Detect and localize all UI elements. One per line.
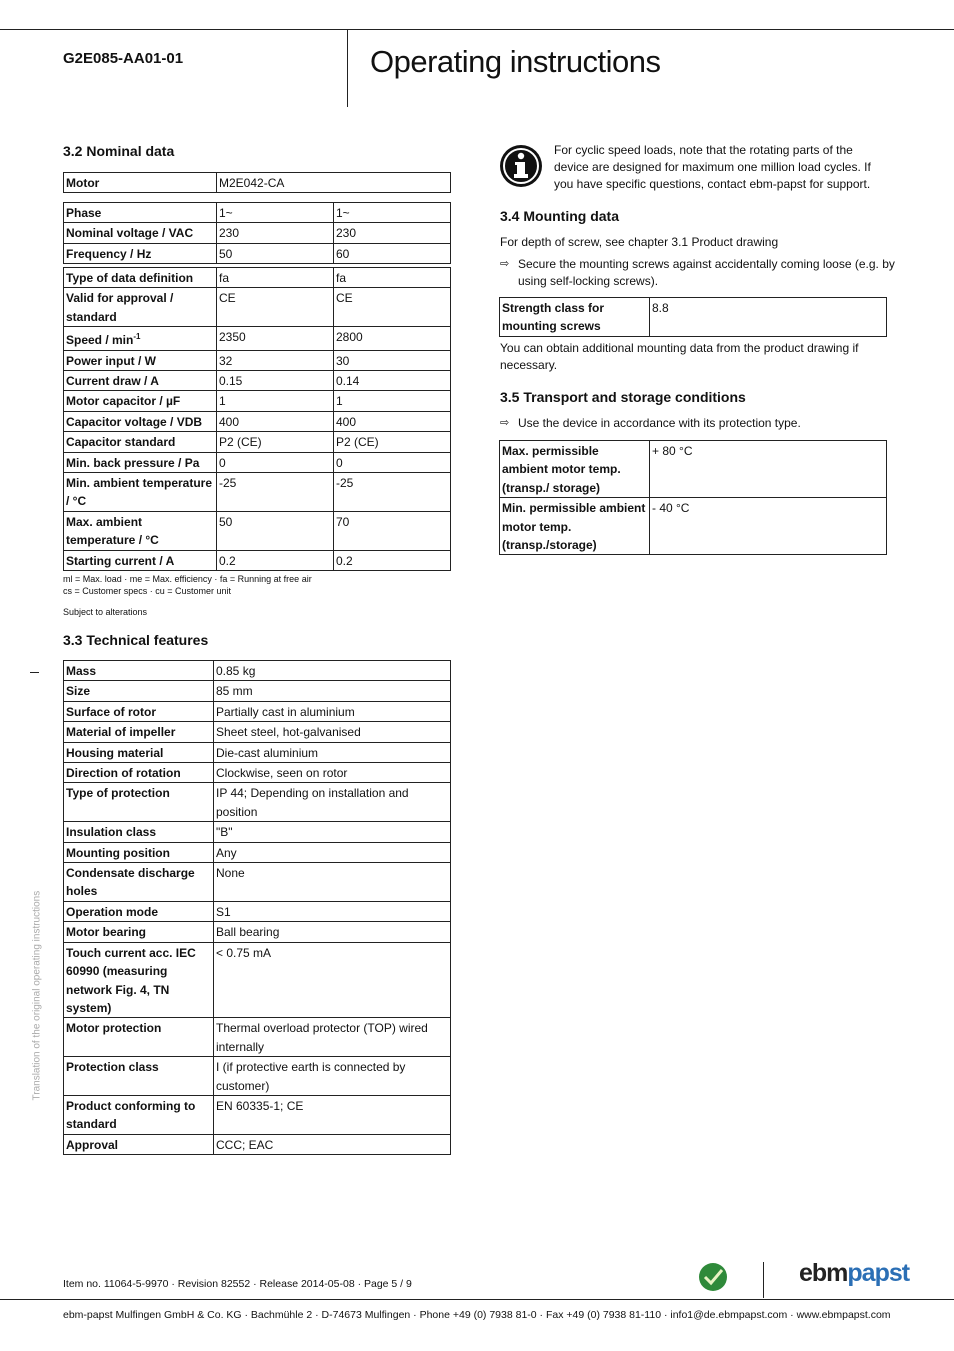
row-label-text: Speed / min <box>66 333 134 348</box>
table-row <box>64 243 451 263</box>
table-row <box>64 432 451 452</box>
row-value: 1~ <box>334 203 451 223</box>
table-row <box>64 742 451 762</box>
table-row <box>64 327 451 350</box>
row-value: 85 mm <box>214 681 451 701</box>
row-value: Any <box>214 842 451 862</box>
row-label: Current draw / A <box>64 371 217 391</box>
table-row <box>500 298 887 337</box>
table-row <box>64 288 451 327</box>
row-value: IP 44; Depending on installation and position <box>214 783 451 822</box>
table-row <box>500 441 887 498</box>
row-label: Mounting position <box>64 842 214 862</box>
transport-bullet-text: Use the device in accordance with its protection type. <box>518 416 801 430</box>
row-value: -25 <box>334 473 451 512</box>
ebmpapst-logo <box>799 1259 909 1288</box>
table-row <box>64 473 451 512</box>
arrow-icon: ⇨ <box>500 417 510 429</box>
row-value: 1~ <box>217 203 334 223</box>
row-label: Frequency / Hz <box>64 243 217 263</box>
row-value: None <box>214 863 451 902</box>
strength-value: 8.8 <box>650 298 887 337</box>
strength-table <box>499 297 887 337</box>
row-value: Clockwise, seen on rotor <box>214 763 451 783</box>
margin-mark <box>30 672 39 673</box>
strength-label: Strength class for mounting screws <box>500 298 650 337</box>
row-label: Housing material <box>64 742 214 762</box>
row-value: 1 <box>217 391 334 411</box>
table-row <box>64 842 451 862</box>
table-row <box>64 701 451 721</box>
table-row <box>64 1018 451 1057</box>
row-value: Sheet steel, hot-galvanised <box>214 722 451 742</box>
row-value: fa <box>217 268 334 288</box>
row-value: P2 (CE) <box>217 432 334 452</box>
row-label: Material of impeller <box>64 722 214 742</box>
row-label: Mass <box>64 661 214 681</box>
subject-to-alterations: Subject to alterations <box>63 607 148 617</box>
row-value: CE <box>217 288 334 327</box>
logo-ebm-part: ebm <box>799 1259 848 1287</box>
table-row <box>64 268 451 288</box>
row-label: Product conforming to standard <box>64 1095 214 1134</box>
row-label: Min. permissible ambient motor temp. (transp./storage) <box>500 498 650 555</box>
row-label: Starting current / A <box>64 550 217 570</box>
row-value: + 80 °C <box>650 441 887 498</box>
table-row <box>64 1057 451 1096</box>
table-row <box>64 922 451 942</box>
legend-line-2: cs = Customer specs · cu = Customer unit <box>63 586 232 596</box>
table-row <box>64 350 451 370</box>
row-value: 400 <box>217 411 334 431</box>
legend-line-1: ml = Max. load · me = Max. efficiency · fa = Running at free air <box>63 574 312 584</box>
row-label: Max. ambient temperature / °C <box>64 511 217 550</box>
row-label <box>64 327 217 350</box>
mounting-note: You can obtain additional mounting data from the product drawing if necessary. <box>500 341 859 372</box>
motor-value: M2E042-CA <box>217 173 451 193</box>
logo-papst-part: papst <box>847 1259 910 1287</box>
row-label: Insulation class <box>64 822 214 842</box>
row-value: S1 <box>214 901 451 921</box>
row-value: Ball bearing <box>214 922 451 942</box>
header-top-rule <box>0 29 954 30</box>
greentech-logo-icon <box>698 1262 728 1292</box>
nominal-table-group1 <box>63 202 451 264</box>
row-value: Die-cast aluminium <box>214 742 451 762</box>
row-value: 230 <box>334 223 451 243</box>
header-divider <box>347 29 348 107</box>
footer-company-line: ebm-papst Mulfingen GmbH & Co. KG · Bachmühle 2 · D-74673 Mulfingen · Phone +49 (0) 7938 81-0 · Fax +49 (0) 7938 81-110 · info1@de.ebmpapst.com · www.ebmpapst.com <box>63 1309 891 1321</box>
table-row <box>64 452 451 472</box>
row-value: Thermal overload protector (TOP) wired internally <box>214 1018 451 1057</box>
table-row <box>64 763 451 783</box>
transport-bullet <box>500 415 896 432</box>
cyclic-load-note: For cyclic speed loads, note that the rotating parts of the device are designed for maximum one million load cycles. If you have specific questions, contact ebm-papst for support. <box>554 143 871 191</box>
table-row <box>64 783 451 822</box>
row-label: Operation mode <box>64 901 214 921</box>
document-code: G2E085-AA01-01 <box>63 50 184 67</box>
transport-table <box>499 440 887 555</box>
row-value: 400 <box>334 411 451 431</box>
table-row <box>500 498 887 555</box>
table-row <box>64 411 451 431</box>
table-row <box>64 391 451 411</box>
technical-table <box>63 660 451 1155</box>
page-title: Operating instructions <box>370 44 661 79</box>
row-value: 70 <box>334 511 451 550</box>
nominal-table-group2 <box>63 267 451 571</box>
row-value: CCC; EAC <box>214 1134 451 1154</box>
footer-rule <box>0 1299 954 1300</box>
row-label: Approval <box>64 1134 214 1154</box>
row-value: 60 <box>334 243 451 263</box>
row-label: Motor protection <box>64 1018 214 1057</box>
row-value: 0.15 <box>217 371 334 391</box>
row-label: Phase <box>64 203 217 223</box>
row-value: EN 60335-1; CE <box>214 1095 451 1134</box>
table-row <box>64 901 451 921</box>
row-label: Min. ambient temperature / °C <box>64 473 217 512</box>
table-row <box>64 1134 451 1154</box>
row-value: 0 <box>334 452 451 472</box>
row-value: 0 <box>217 452 334 472</box>
row-label: Power input / W <box>64 350 217 370</box>
motor-label: Motor <box>64 173 217 193</box>
row-label: Size <box>64 681 214 701</box>
row-value: 0.85 kg <box>214 661 451 681</box>
row-value: I (if protective earth is connected by customer) <box>214 1057 451 1096</box>
row-value: "B" <box>214 822 451 842</box>
row-label: Min. back pressure / Pa <box>64 452 217 472</box>
row-value: 30 <box>334 350 451 370</box>
table-row <box>64 1095 451 1134</box>
table-row <box>64 661 451 681</box>
row-label: Type of data definition <box>64 268 217 288</box>
unit-superscript: -1 <box>133 332 141 342</box>
row-value: CE <box>334 288 451 327</box>
table-row <box>64 173 451 193</box>
footer-logo-divider <box>763 1262 764 1298</box>
row-label: Nominal voltage / VAC <box>64 223 217 243</box>
row-value: 50 <box>217 243 334 263</box>
row-value: 50 <box>217 511 334 550</box>
arrow-icon: ⇨ <box>500 258 510 270</box>
row-value: 0.2 <box>217 550 334 570</box>
row-label: Direction of rotation <box>64 763 214 783</box>
footer-item-line: Item no. 11064-5-9970 · Revision 82552 · Release 2014-05-08 · Page 5 / 9 <box>63 1278 412 1290</box>
table-row <box>64 550 451 570</box>
table-row <box>64 203 451 223</box>
row-value: 2800 <box>334 327 451 350</box>
row-label: Touch current acc. IEC 60990 (measuring network Fig. 4, TN system) <box>64 942 214 1018</box>
row-value: 2350 <box>217 327 334 350</box>
transport-heading: 3.5 Transport and storage conditions <box>500 389 746 405</box>
mounting-bullet-text: Secure the mounting screws against accidentally coming loose (e.g. by using self-locking screws). <box>518 257 895 288</box>
row-value: 230 <box>217 223 334 243</box>
mounting-bullet <box>500 256 896 290</box>
row-label: Motor bearing <box>64 922 214 942</box>
row-value: Partially cast in aluminium <box>214 701 451 721</box>
row-label: Protection class <box>64 1057 214 1096</box>
row-value: 0.2 <box>334 550 451 570</box>
motor-table <box>63 172 451 193</box>
row-label: Valid for approval / standard <box>64 288 217 327</box>
row-value: 32 <box>217 350 334 370</box>
row-value: P2 (CE) <box>334 432 451 452</box>
row-label: Capacitor voltage / VDB <box>64 411 217 431</box>
row-label: Max. permissible ambient motor temp. (transp./ storage) <box>500 441 650 498</box>
row-value: -25 <box>217 473 334 512</box>
row-label: Type of protection <box>64 783 214 822</box>
table-row <box>64 223 451 243</box>
mounting-intro: For depth of screw, see chapter 3.1 Product drawing <box>500 235 779 249</box>
nominal-heading: 3.2 Nominal data <box>63 143 175 159</box>
row-value: - 40 °C <box>650 498 887 555</box>
mounting-heading: 3.4 Mounting data <box>500 208 619 224</box>
table-row <box>64 722 451 742</box>
technical-heading: 3.3 Technical features <box>63 632 209 648</box>
row-value: 0.14 <box>334 371 451 391</box>
row-value: 1 <box>334 391 451 411</box>
row-label: Condensate discharge holes <box>64 863 214 902</box>
side-caption: Translation of the original operating instructions <box>31 890 43 1101</box>
table-row <box>64 822 451 842</box>
table-row <box>64 511 451 550</box>
table-row <box>64 681 451 701</box>
info-icon <box>499 144 543 188</box>
table-row <box>64 942 451 1018</box>
table-row <box>64 371 451 391</box>
row-label: Motor capacitor / µF <box>64 391 217 411</box>
table-row <box>64 863 451 902</box>
row-value: < 0.75 mA <box>214 942 451 1018</box>
row-label: Surface of rotor <box>64 701 214 721</box>
row-value: fa <box>334 268 451 288</box>
row-label: Capacitor standard <box>64 432 217 452</box>
